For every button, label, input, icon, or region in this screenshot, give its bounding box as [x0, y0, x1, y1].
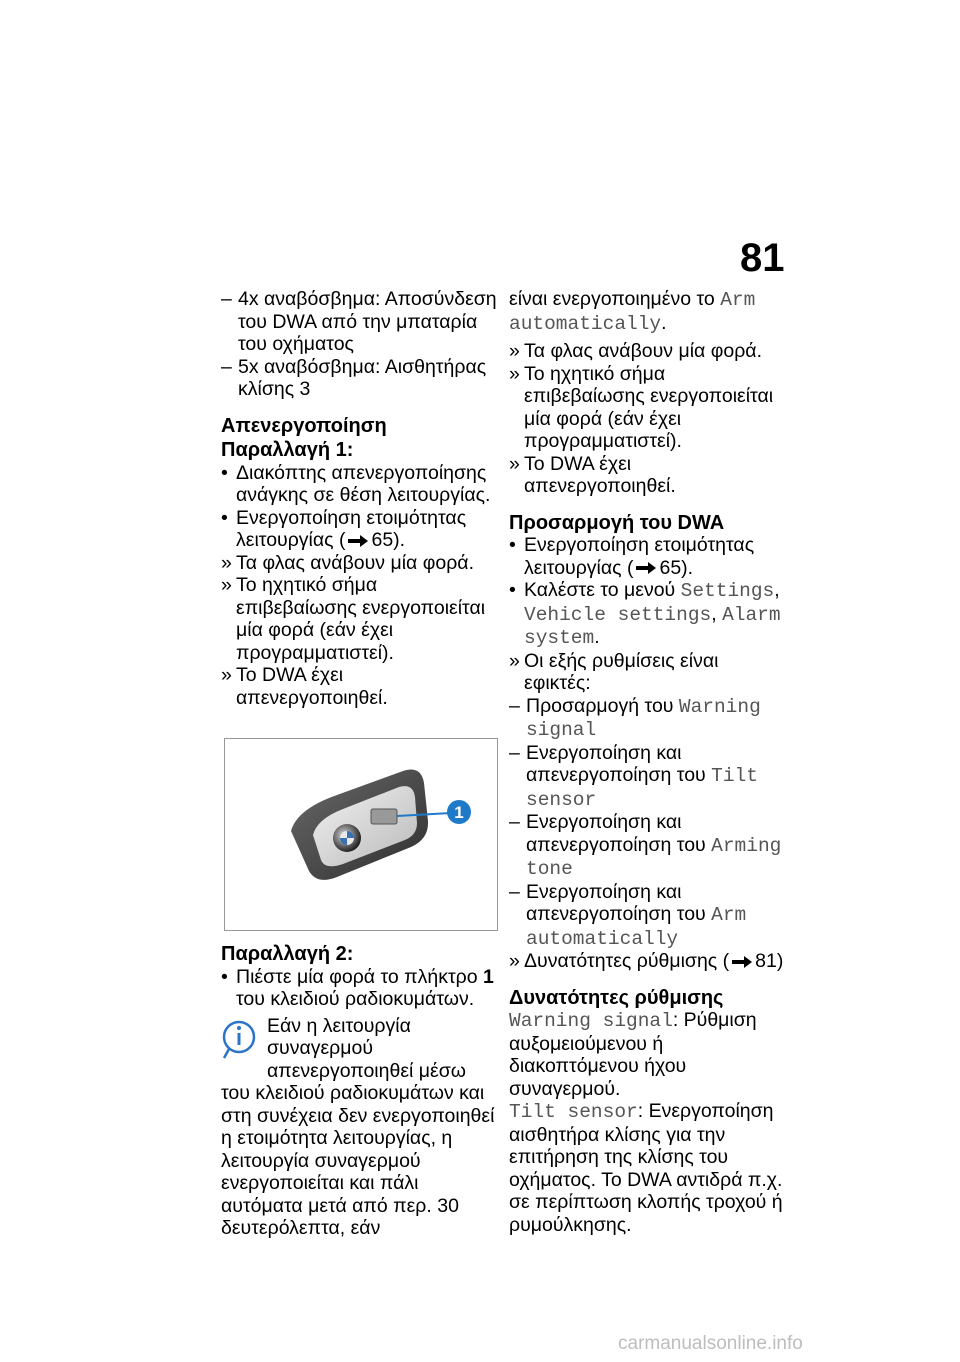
result-marker: »	[221, 551, 232, 574]
dash-marker: –	[509, 811, 520, 833]
left-column	[221, 288, 499, 1240]
list-item	[221, 462, 499, 507]
list-item	[221, 288, 499, 356]
footer-watermark: carmanualsonline.info	[618, 1333, 803, 1354]
list-item-text: Τα φλας ανάβουν μία φορά.	[236, 551, 474, 574]
note-text: Εάν η λειτουργία συναγερμού απενεργοποιηθεί μέσω του κλειδιού ραδιοκυμάτων και στη συνέχεια δεν ενεργοποιηθεί η ετοιμότητα λειτουργίας, η λειτουργία συναγερμού ενεργοποιείται και πάλι αυτόματα μετά από περ. 30 δευτερόλεπτα, εάν	[221, 1014, 495, 1239]
separator: ,	[774, 579, 780, 601]
list-item-text: 4x αναβόσβημα: Αποσύνδεση του DWA από την μπαταρία του οχήματος	[238, 288, 497, 355]
list-item-text: Τα φλας ανάβουν μία φορά.	[524, 340, 762, 362]
list-item-text: Καλέστε το μενού	[524, 579, 681, 601]
section-heading: Απενεργοποίηση	[221, 414, 387, 437]
list-item	[221, 574, 499, 664]
menu-option: Vehicle settings	[524, 603, 712, 626]
list-item	[509, 579, 785, 650]
menu-option: Settings	[680, 580, 775, 602]
page-reference-arrow-icon	[636, 562, 656, 574]
list-item	[221, 552, 499, 575]
list-item-text: Προσαρμογή του	[526, 694, 679, 717]
dash-marker: –	[221, 288, 232, 310]
continued-text	[509, 288, 785, 335]
radio-key-illustration	[225, 739, 497, 930]
menu-option: Tilt sensor	[509, 1101, 638, 1123]
page-reference[interactable]: 65	[371, 529, 394, 551]
list-item	[221, 507, 499, 552]
list-item	[509, 534, 785, 579]
list-item	[221, 664, 499, 709]
radio-key-figure	[224, 738, 498, 931]
info-icon	[221, 1017, 261, 1061]
callout-label: 1	[454, 803, 464, 822]
list-item-text: Το ηχητικό σήμα επιβεβαίωσης ενεργοποιείται μία φορά (εάν έχει προγραμματιστεί).	[524, 362, 774, 452]
list-item	[221, 966, 499, 1011]
list-item	[221, 356, 499, 401]
result-marker: »	[509, 452, 520, 475]
dash-marker: –	[509, 694, 520, 717]
separator: ,	[711, 602, 723, 625]
bullet-marker: •	[221, 506, 228, 529]
menu-option: Arming tone	[526, 834, 782, 880]
menu-option: Warning signal	[526, 695, 761, 741]
page-number: 81	[740, 236, 785, 280]
bullet-marker: •	[509, 534, 516, 556]
text: .	[661, 311, 667, 334]
section-heading: Δυνατότητες ρύθμισης	[509, 986, 724, 1009]
list-item	[509, 340, 785, 363]
page-reference-arrow-icon	[348, 535, 368, 547]
result-marker: »	[509, 950, 520, 972]
list-item	[509, 881, 785, 951]
list-item-text: Ενεργοποίηση ετοιμότητας λειτουργίας (	[524, 534, 755, 579]
key-number: 1	[483, 965, 494, 988]
list-item-text: Ενεργοποίηση ετοιμότητας λειτουργίας (	[236, 506, 467, 551]
result-marker: »	[221, 574, 232, 596]
menu-option: Tilt sensor	[526, 765, 758, 811]
list-item-text: Το DWA έχει απενεργοποιηθεί.	[524, 452, 676, 497]
bullet-marker: •	[221, 965, 228, 988]
list-item-text: Πιέστε μία φορά το πλήκτρο	[236, 965, 484, 988]
menu-option: Warning signal	[509, 1010, 673, 1032]
list-item-text: 5x αναβόσβημα: Αισθητήρας κλίσης 3	[238, 355, 487, 400]
list-item	[509, 811, 785, 881]
option-description	[509, 1009, 785, 1100]
list-item	[509, 650, 785, 695]
list-item-text: Ενεργοποίηση και απενεργοποίηση του	[526, 811, 712, 856]
bullet-marker: •	[221, 461, 228, 484]
subsection-heading: Παραλλαγή 1:	[221, 439, 354, 461]
list-item	[509, 453, 785, 498]
option-description	[509, 1100, 785, 1236]
list-item-text: Δυνατότητες ρύθμισης (	[524, 950, 730, 972]
result-marker: »	[509, 649, 520, 672]
result-marker: »	[509, 362, 520, 385]
list-item-text: Το DWA έχει απενεργοποιηθεί.	[236, 664, 388, 709]
info-note	[221, 1015, 499, 1240]
list-item	[509, 950, 785, 973]
dash-marker: –	[221, 355, 232, 378]
list-item	[509, 695, 785, 742]
dash-marker: –	[509, 741, 520, 764]
section-heading: Προσαρμογή του DWA	[509, 511, 725, 534]
text: είναι ενεργοποιημένο το	[509, 288, 721, 310]
text: : Ενεργοποίηση αισθητήρα κλίσης για την επιτήρηση της κλίσης του οχήματος. Το DWA αντιδρά π.χ. σε περίπτωση κλοπής τροχού ή ρυμούλκησης.	[509, 1100, 783, 1236]
page-reference-arrow-icon	[732, 956, 752, 968]
list-item-text: Οι εξής ρυθμίσεις είναι εφικτές:	[524, 649, 719, 694]
bullet-marker: •	[509, 579, 516, 601]
list-item-text-end: ).	[681, 556, 694, 579]
list-item-text: Διακόπτης απενεργοποίησης ανάγκης σε θέση λειτουργίας.	[236, 461, 491, 506]
list-item-text-end: )	[776, 950, 784, 972]
menu-option: Arm automatically	[526, 904, 747, 950]
list-item-text-end: ).	[393, 529, 406, 551]
right-column	[509, 288, 785, 1236]
list-item-text: Ενεργοποίηση και απενεργοποίηση του	[526, 880, 712, 925]
subsection-heading: Παραλλαγή 2:	[221, 943, 354, 965]
list-item-text: Το ηχητικό σήμα επιβεβαίωσης ενεργοποιείται μία φορά (εάν έχει προγραμματιστεί).	[236, 574, 486, 664]
list-item	[509, 363, 785, 453]
page-reference[interactable]: 65	[659, 556, 682, 579]
result-marker: »	[509, 340, 520, 362]
separator: .	[594, 626, 600, 648]
result-marker: »	[221, 664, 232, 686]
text: : Ρύθμιση αυξομειούμενου ή διακοπτόμενου ήχου συναγερμού.	[509, 1009, 757, 1100]
dash-marker: –	[509, 880, 520, 903]
list-item	[509, 742, 785, 812]
page-reference[interactable]: 81	[755, 950, 777, 972]
key-button-1	[371, 809, 397, 824]
menu-option: Arm automatically	[509, 289, 756, 335]
list-item-text: Ενεργοποίηση και απενεργοποίηση του	[526, 741, 712, 786]
menu-option: Alarm system	[524, 603, 781, 649]
list-item-text-end: του κλειδιού ραδιοκυμάτων.	[236, 988, 475, 1010]
